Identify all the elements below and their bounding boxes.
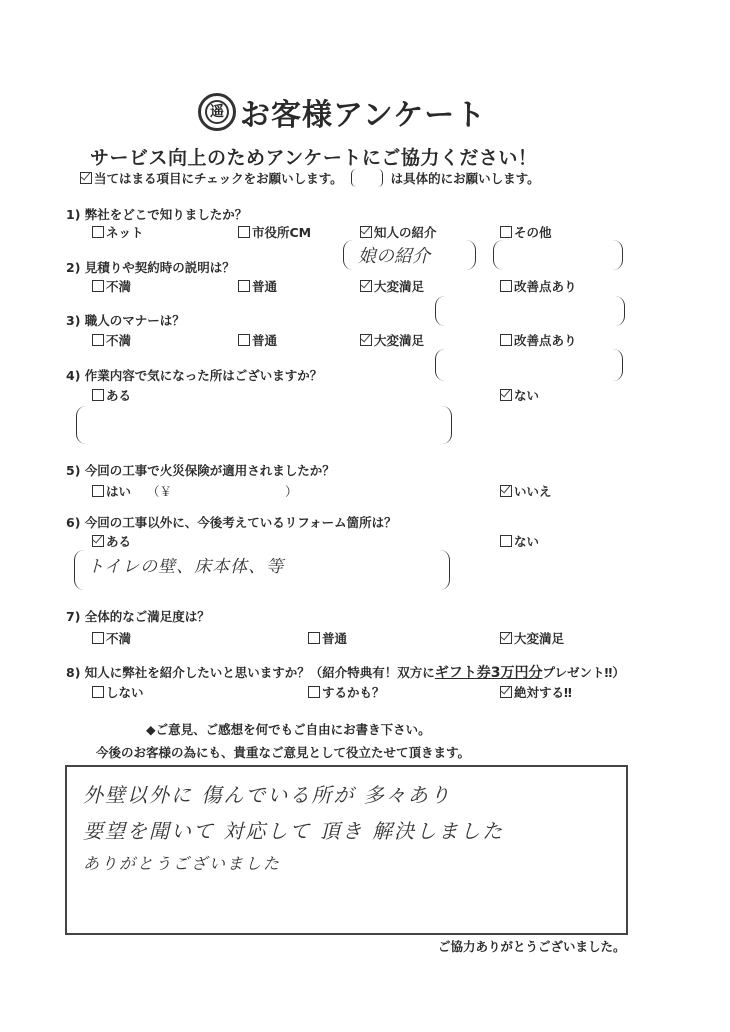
question-3: [66, 311, 185, 329]
checkbox[interactable]: [92, 485, 104, 497]
q8-option-maybe[interactable]: [308, 683, 385, 701]
option-label: はい: [106, 484, 132, 499]
option-label: 不満: [106, 279, 132, 294]
option-label: 改善点あり: [514, 279, 577, 294]
q2-improvement-note-field[interactable]: [435, 296, 625, 326]
comments-subheading: 今後のお客様の為にも、貴重なご意見として役立たせて頂きます。: [96, 745, 471, 760]
question-label: 見積りや契約時の説明は？: [84, 260, 235, 275]
option-label: 市役所CM: [252, 225, 312, 240]
option-label: ない: [514, 534, 540, 549]
comments-textarea[interactable]: [65, 765, 628, 935]
sample-checkbox-icon: [80, 172, 92, 184]
q1-option-city-cm[interactable]: [238, 223, 311, 241]
option-label: 大変満足: [514, 631, 565, 646]
question-number: 5): [66, 463, 81, 478]
checkbox[interactable]: [238, 226, 250, 238]
option-label: 絶対する‼: [514, 685, 572, 700]
question-5: [66, 461, 335, 479]
q1-referral-note-field[interactable]: [343, 240, 476, 270]
amount-suffix: ）: [284, 484, 298, 499]
question-label-suffix: プレゼント‼）: [542, 665, 625, 680]
q1-option-net[interactable]: [92, 223, 144, 241]
question-label: 今回の工事以外に、今後考えているリフォーム箇所は？: [84, 515, 397, 530]
question-7: [66, 607, 210, 625]
instruction-part1: 当てはまる項目にチェックをお願いします。: [94, 171, 343, 186]
page-title: お客様アンケート: [240, 98, 487, 133]
question-8: [66, 662, 625, 682]
q4-option-no[interactable]: [500, 386, 539, 404]
checkbox[interactable]: [92, 632, 104, 644]
checkbox[interactable]: [92, 334, 104, 346]
q5-option-no[interactable]: [500, 482, 552, 500]
option-label: 普通: [252, 333, 278, 348]
q3-improvement-note-field[interactable]: [435, 349, 623, 381]
checkbox-checked[interactable]: [500, 389, 512, 401]
q2-option-very-satisfied[interactable]: [360, 277, 424, 295]
checkbox[interactable]: [308, 686, 320, 698]
checkbox[interactable]: [92, 389, 104, 401]
checkbox-checked[interactable]: [500, 485, 512, 497]
comment-line: ありがとうございました: [83, 854, 282, 873]
question-label: 作業内容で気になった所はございますか？: [84, 368, 323, 383]
q3-option-normal[interactable]: [238, 331, 277, 349]
footer-thanks: ご協力ありがとうございました。: [438, 939, 626, 954]
q6-option-yes[interactable]: [92, 532, 131, 550]
question-6: [66, 513, 397, 531]
option-label: 大変満足: [374, 279, 425, 294]
question-2: [66, 258, 235, 276]
question-label: 知人に弊社を紹介したいと思いますか？（紹介特典有！双方に: [84, 665, 435, 680]
instruction-text: [80, 169, 540, 187]
question-label: 弊社をどこで知りましたか？: [84, 207, 248, 222]
q4-detail-note-field[interactable]: [76, 406, 452, 444]
checkbox-checked[interactable]: [360, 280, 372, 292]
q5-option-yes[interactable]: [92, 482, 131, 500]
checkbox-checked[interactable]: [360, 334, 372, 346]
option-label: 普通: [322, 631, 348, 646]
question-number: 7): [66, 609, 81, 624]
q3-option-very-satisfied[interactable]: [360, 331, 424, 349]
checkbox[interactable]: [500, 334, 512, 346]
handwritten-note: 娘の紹介: [358, 246, 430, 267]
checkbox[interactable]: [308, 632, 320, 644]
question-number: 3): [66, 313, 81, 328]
option-label: 普通: [252, 279, 278, 294]
option-label: ネット: [106, 225, 144, 240]
logo-glyph: 遥: [205, 100, 229, 124]
option-label: するかも？: [322, 685, 385, 700]
company-logo-icon: [198, 93, 236, 131]
q5-amount-field[interactable]: [147, 482, 298, 500]
option-label: 不満: [106, 631, 132, 646]
question-number: 8): [66, 665, 81, 680]
checkbox[interactable]: [238, 334, 250, 346]
checkbox-checked[interactable]: [360, 226, 372, 238]
option-label: ない: [514, 388, 540, 403]
checkbox-checked[interactable]: [500, 686, 512, 698]
q7-option-normal[interactable]: [308, 629, 347, 647]
sample-bracket-icon: [351, 169, 383, 187]
option-label: 不満: [106, 333, 132, 348]
checkbox[interactable]: [92, 686, 104, 698]
q1-option-referral[interactable]: [360, 223, 437, 241]
checkbox[interactable]: [500, 535, 512, 547]
q4-option-yes[interactable]: [92, 386, 131, 404]
survey-header: [198, 90, 486, 134]
question-1: [66, 205, 247, 223]
q2-option-needs-improvement[interactable]: [500, 277, 577, 295]
option-label: 大変満足: [374, 333, 425, 348]
q6-detail-note-field[interactable]: [74, 550, 450, 590]
option-label: いいえ: [514, 484, 552, 499]
checkbox-checked[interactable]: [500, 632, 512, 644]
checkbox[interactable]: [92, 226, 104, 238]
question-label: 全体的なご満足度は？: [84, 609, 210, 624]
option-label: 改善点あり: [514, 333, 577, 348]
option-label: しない: [106, 685, 144, 700]
option-label: ある: [106, 388, 132, 403]
checkbox[interactable]: [238, 280, 250, 292]
checkbox[interactable]: [92, 280, 104, 292]
gift-highlight: ギフト券3万円分: [434, 665, 543, 681]
comment-line: 外壁以外に 傷んでいる所が 多々あり: [83, 783, 452, 807]
comment-line: 要望を聞いて 対応して 頂き 解決しました: [83, 819, 505, 843]
instruction-part2: は具体的にお願いします。: [390, 171, 540, 186]
question-4: [66, 366, 322, 384]
question-number: 4): [66, 368, 81, 383]
handwritten-note: トイレの壁、床本体、等: [87, 557, 285, 577]
option-label: その他: [514, 225, 552, 240]
page-subtitle: サービス向上のためアンケートにご協力ください！: [90, 147, 538, 169]
checkbox[interactable]: [500, 280, 512, 292]
amount-prefix: （￥: [147, 484, 173, 499]
q6-option-no[interactable]: [500, 532, 539, 550]
question-label: 今回の工事で火災保険が適用されましたか？: [84, 463, 335, 478]
q3-option-needs-improvement[interactable]: [500, 331, 577, 349]
q8-option-no[interactable]: [92, 683, 144, 701]
q3-option-unsatisfied[interactable]: [92, 331, 131, 349]
q8-option-definitely[interactable]: [500, 683, 572, 701]
q7-option-very-satisfied[interactable]: [500, 629, 564, 647]
q2-option-unsatisfied[interactable]: [92, 277, 131, 295]
q2-option-normal[interactable]: [238, 277, 277, 295]
option-label: ある: [106, 534, 132, 549]
checkbox[interactable]: [500, 226, 512, 238]
question-number: 2): [66, 260, 81, 275]
question-number: 1): [66, 207, 81, 222]
comments-heading: ◆ご意見、ご感想を何でもご自由にお書き下さい。: [146, 722, 431, 737]
q1-option-other[interactable]: [500, 223, 552, 241]
checkbox-checked[interactable]: [92, 535, 104, 547]
option-label: 知人の紹介: [374, 225, 437, 240]
q7-option-unsatisfied[interactable]: [92, 629, 131, 647]
question-number: 6): [66, 515, 81, 530]
question-label: 職人のマナーは？: [84, 313, 185, 328]
q1-other-note-field[interactable]: [493, 240, 623, 270]
